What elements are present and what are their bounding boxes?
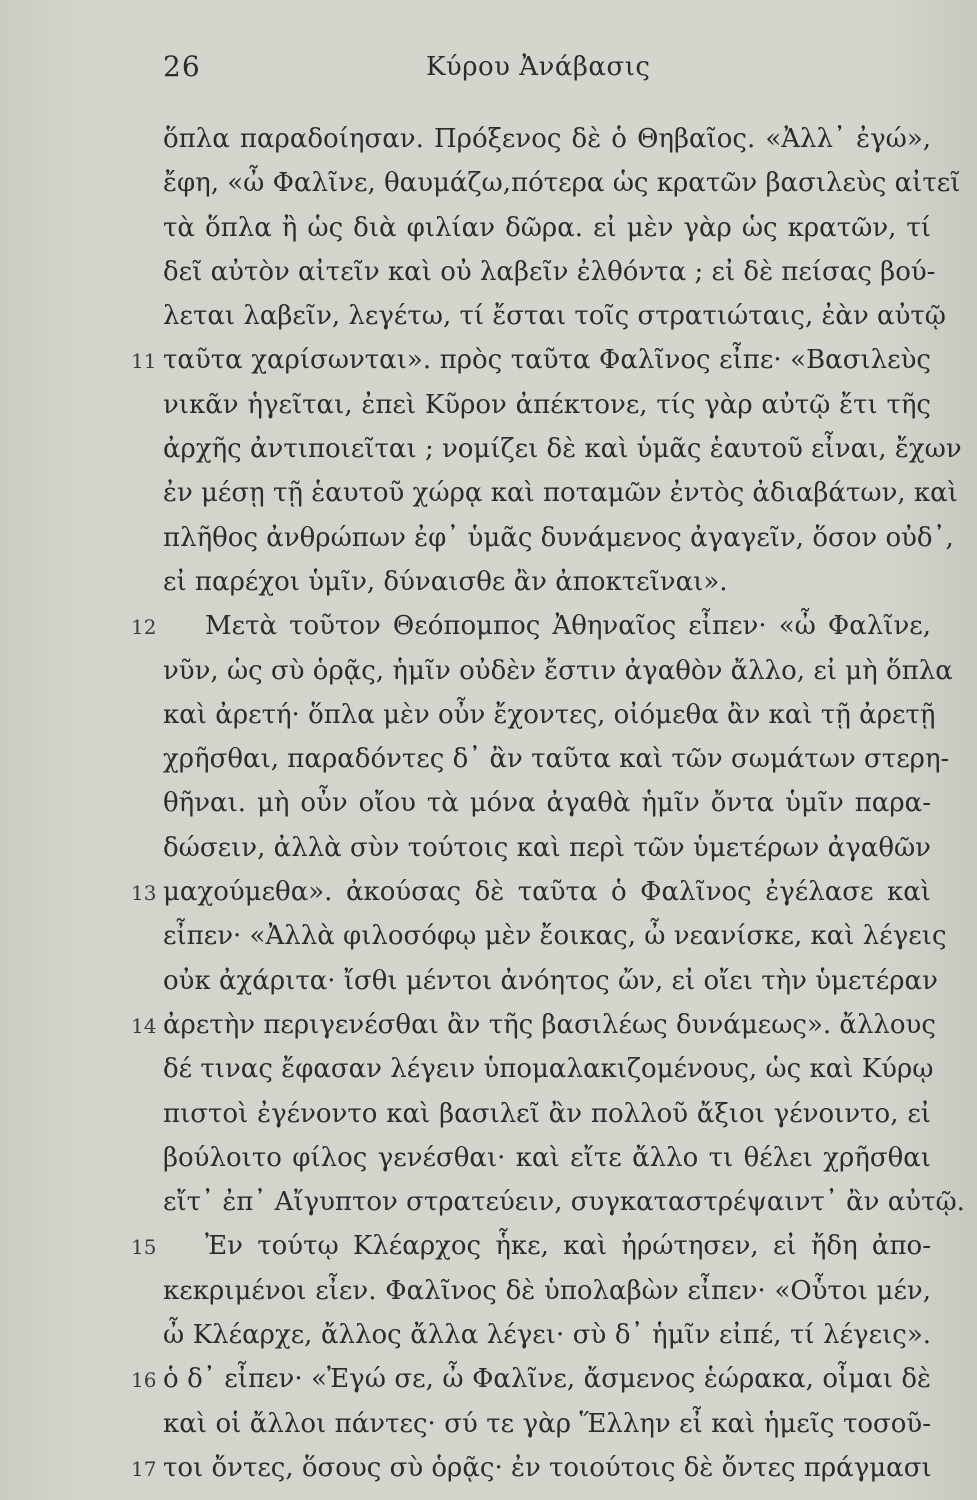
line-text: τὰ ὅπλα ἢ ὡς διὰ φιλίαν δῶρα. εἰ μὲν γὰρ ὡς κρατῶν, τί [163,212,931,243]
line-text: πλῆθος ἀνθρώπων ἐφ᾽ ὑμᾶς δυνάμενος ἀγαγεῖν, ὅσον οὐδ᾽, [163,522,954,553]
section-number: 17 [131,1456,157,1481]
text-line [0,339,977,383]
line-text: δέ τινας ἔφασαν λέγειν ὑπομαλακιζομένους, ὡς καὶ Κύρῳ [163,1054,934,1085]
text-line [0,827,977,871]
line-text: χρῆσθαι, παραδόντες δ᾽ ἂν ταῦτα καὶ τῶν σωμάτων στερη- [163,744,950,775]
text-line [0,960,977,1004]
text-line [0,1048,977,1092]
text-line [0,428,977,472]
section-number: 15 [131,1235,157,1260]
text-line [0,1447,977,1491]
text-line [0,871,977,915]
section-number: 14 [131,1013,157,1038]
page-number: 26 [163,50,201,83]
line-text: ἀρετὴν περιγενέσθαι ἂν τῆς βασιλέως δυνάμεως». ἄλλους [163,1009,936,1040]
line-text: καὶ οἱ ἄλλοι πάντες· σύ τε γὰρ Ἕλλην εἶ καὶ ἡμεῖς τοσοῦ- [163,1408,931,1439]
line-text: Μετὰ τοῦτον Θεόπομπος Ἀθηναῖος εἶπεν· «ὦ Φαλῖνε, [205,611,931,642]
line-text: ταῦτα χαρίσωνται». πρὸς ταῦτα Φαλῖνος εἶπε· «Βασιλεὺς [163,345,931,376]
text-line [0,1358,977,1402]
text-line [0,738,977,782]
line-text: νῦν, ὡς σὺ ὁρᾷς, ἡμῖν οὐδὲν ἔστιν ἀγαθὸν ἄλλο, εἰ μὴ ὅπλα [163,655,953,686]
text-line [0,118,977,162]
line-text: πιστοὶ ἐγένοντο καὶ βασιλεῖ ἂν πολλοῦ ἄξιοι γένοιντο, εἰ [163,1098,931,1129]
text-line [0,295,977,339]
line-text: δεῖ αὐτὸν αἰτεῖν καὶ οὐ λαβεῖν ἐλθόντα ; εἰ δὲ πείσας βού- [163,256,936,287]
line-text: ὦ Κλέαρχε, ἄλλος ἄλλα λέγει· σὺ δ᾽ ἡμῖν εἰπέ, τί λέγεις». [163,1320,931,1351]
section-number: 13 [131,881,157,906]
text-line [0,207,977,251]
running-title: Κύρου Ἀνάβασις [426,52,651,82]
text-line [0,561,977,605]
text-line [0,650,977,694]
line-text: ὅπλα παραδοίησαν. Πρόξενος δὲ ὁ Θηβαῖος. «Ἀλλ᾽ ἐγώ», [163,124,931,154]
text-line [0,605,977,649]
line-text: ὁ δ᾽ εἶπεν· «Ἐγώ σε, ὦ Φαλῖνε, ἄσμενος ἑώρακα, οἶμαι δὲ [163,1364,931,1395]
text-line [0,517,977,561]
text-line [0,1403,977,1447]
body-text [0,118,977,1491]
text-line [0,251,977,295]
line-text: ἔφη, «ὦ Φαλῖνε, θαυμάζω,πότερα ὡς κρατῶν βασιλεὺς αἰτεῖ [163,168,961,199]
line-text: λεται λαβεῖν, λεγέτω, τί ἔσται τοῖς στρατιώταις, ἐὰν αὐτῷ [163,301,946,332]
line-text: νικᾶν ἡγεῖται, ἐπεὶ Κῦρον ἀπέκτονε, τίς γὰρ αὐτῷ ἔτι τῆς [163,389,931,420]
section-number: 16 [131,1368,157,1393]
text-line [0,782,977,826]
line-text: εἶπεν· «Ἀλλὰ φιλοσόφῳ μὲν ἔοικας, ὦ νεανίσκε, καὶ λέγεις [163,921,947,952]
text-line [0,384,977,428]
line-text: θῆναι. μὴ οὖν οἴου τὰ μόνα ἀγαθὰ ἡμῖν ὄντα ὑμῖν παρα- [163,788,931,819]
text-line [0,1004,977,1048]
line-text: εἴτ᾽ ἐπ᾽ Αἴγυπτον στρατεύειν, συγκαταστρέψαιντ᾽ ἂν αὐτῷ. [163,1187,965,1218]
text-line [0,915,977,959]
page-header [0,46,977,96]
text-line [0,472,977,516]
line-text: βούλοιτο φίλος γενέσθαι· καὶ εἴτε ἄλλο τι θέλει χρῆσθαι [163,1142,931,1173]
section-number: 12 [131,615,157,640]
text-line [0,1270,977,1314]
line-text: δώσειν, ἀλλὰ σὺν τούτοις καὶ περὶ τῶν ὑμετέρων ἀγαθῶν [163,832,931,863]
line-text: ἐν μέσῃ τῇ ἑαυτοῦ χώρᾳ καὶ ποταμῶν ἐντὸς ἀδιαβάτων, καὶ [163,478,958,509]
line-text: ἀρχῆς ἀντιποιεῖται ; νομίζει δὲ καὶ ὑμᾶς ἑαυτοῦ εἶναι, ἔχων [163,434,962,465]
text-line [0,1314,977,1358]
line-text: κεκριμένοι εἶεν. Φαλῖνος δὲ ὑπολαβὼν εἶπεν· «Οὗτοι μέν, [163,1275,931,1306]
text-line [0,1093,977,1137]
line-text: οὐκ ἀχάριτα· ἴσθι μέντοι ἀνόητος ὤν, εἰ οἴει τὴν ὑμετέραν [163,965,938,996]
text-line [0,1181,977,1225]
line-text: Ἐν τούτῳ Κλέαρχος ἧκε, καὶ ἠρώτησεν, εἰ ἤδη ἀπο- [205,1231,931,1262]
line-text: μαχούμεθα». ἀκούσας δὲ ταῦτα ὁ Φαλῖνος ἐγέλασε καὶ [163,877,931,908]
text-line [0,1137,977,1181]
line-text: τοι ὄντες, ὅσους σὺ ὁρᾷς· ἐν τοιούτοις δὲ ὄντες πράγμασι [163,1452,932,1483]
text-line [0,1225,977,1269]
text-line [0,694,977,738]
line-text: καὶ ἀρετή· ὅπλα μὲν οὖν ἔχοντες, οἰόμεθα ἂν καὶ τῇ ἀρετῇ [163,699,936,730]
section-number: 11 [131,349,157,374]
text-line [0,162,977,206]
line-text: εἰ παρέχοι ὑμῖν, δύναισθε ἂν ἀποκτεῖναι». [163,566,728,597]
